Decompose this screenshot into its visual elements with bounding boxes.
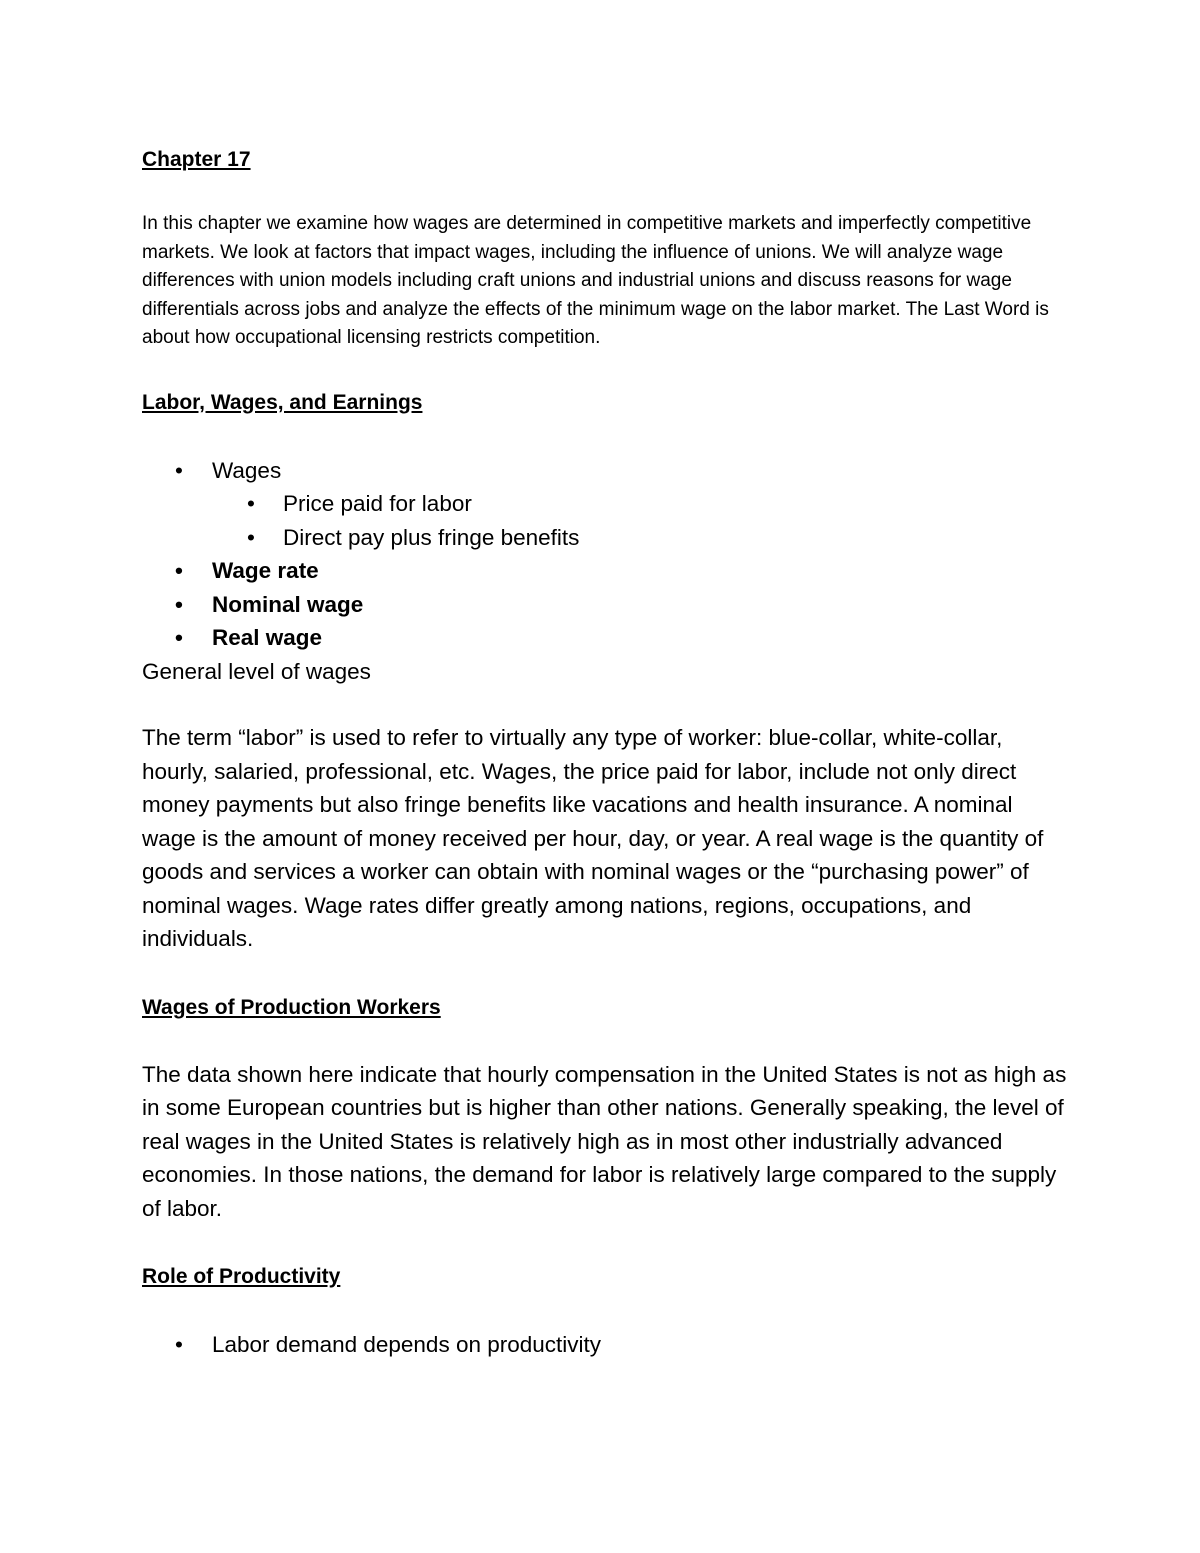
bullet-icon: • (175, 1332, 183, 1357)
labor-wages-paragraph: The term “labor” is used to refer to virtually any type of worker: blue-collar, white-collar, hourly, salaried, professional, etc. Wages, the price paid for labor, include not only direct money payments but also fringe benefits like vacations and health insurance. A nominal wage is the amount of money received per hour, day, or year. A real wage is the quantity of goods and services a worker can obtain with nominal wages or the “purchasing power” of nominal wages. Wage rates differ greatly among nations, regions, occupations, and individuals. (142, 725, 1044, 951)
list-item-text: Price paid for labor (283, 491, 472, 516)
bullet-icon: • (175, 591, 183, 617)
list-item-text: Direct pay plus fringe benefits (283, 524, 580, 550)
list-item (142, 1328, 1072, 1362)
section-heading-labor-wages-earnings: Labor, Wages, and Earnings (142, 390, 423, 414)
bullet-icon: • (175, 457, 183, 483)
list-item-text: Labor demand depends on productivity (212, 1332, 602, 1357)
list-item (142, 588, 1072, 622)
list-item-text: Wages (212, 457, 282, 483)
page-content (142, 146, 1072, 1362)
production-workers-paragraph: The data shown here indicate that hourly compensation in the United States is not as high as in some European countries but is higher than other nations. Generally speaking, the level of real wages in the United States is relatively high as in most other industrially advanced economies. In those nations, the demand for labor is relatively large compared to the supply of labor. (142, 1061, 1067, 1221)
list-item-text: Nominal wage (212, 591, 364, 617)
chapter-title: Chapter 17 (142, 148, 251, 171)
general-level-of-wages-line: General level of wages (142, 658, 371, 684)
bullet-icon: • (247, 491, 255, 516)
list-item (142, 454, 1072, 488)
section-heading-role-of-productivity: Role of Productivity (142, 1265, 341, 1288)
list-item-text: Real wage (212, 625, 323, 650)
list-item-text: Wage rate (212, 558, 319, 583)
intro-paragraph: In this chapter we examine how wages are determined in competitive markets and imperfectly competitive markets. We look at factors that impact wages, including the influence of unions. We will analyze wage differences with union models including craft unions and industrial unions and discuss reasons for wage differentials across jobs and analyze the effects of the minimum wage on the labor market. The Last Word is about how occupational licensing restricts competition. (142, 213, 1049, 348)
section-heading-wages-production-workers: Wages of Production Workers (142, 995, 441, 1019)
list-item (142, 621, 1072, 655)
productivity-bullet-list (142, 1328, 1072, 1362)
list-item (142, 487, 1072, 521)
bullet-icon: • (247, 524, 255, 550)
bullet-icon: • (175, 625, 183, 650)
list-item (142, 521, 1072, 555)
list-item (142, 554, 1072, 588)
labor-wages-bullet-list (142, 454, 1072, 655)
bullet-icon: • (175, 558, 183, 583)
